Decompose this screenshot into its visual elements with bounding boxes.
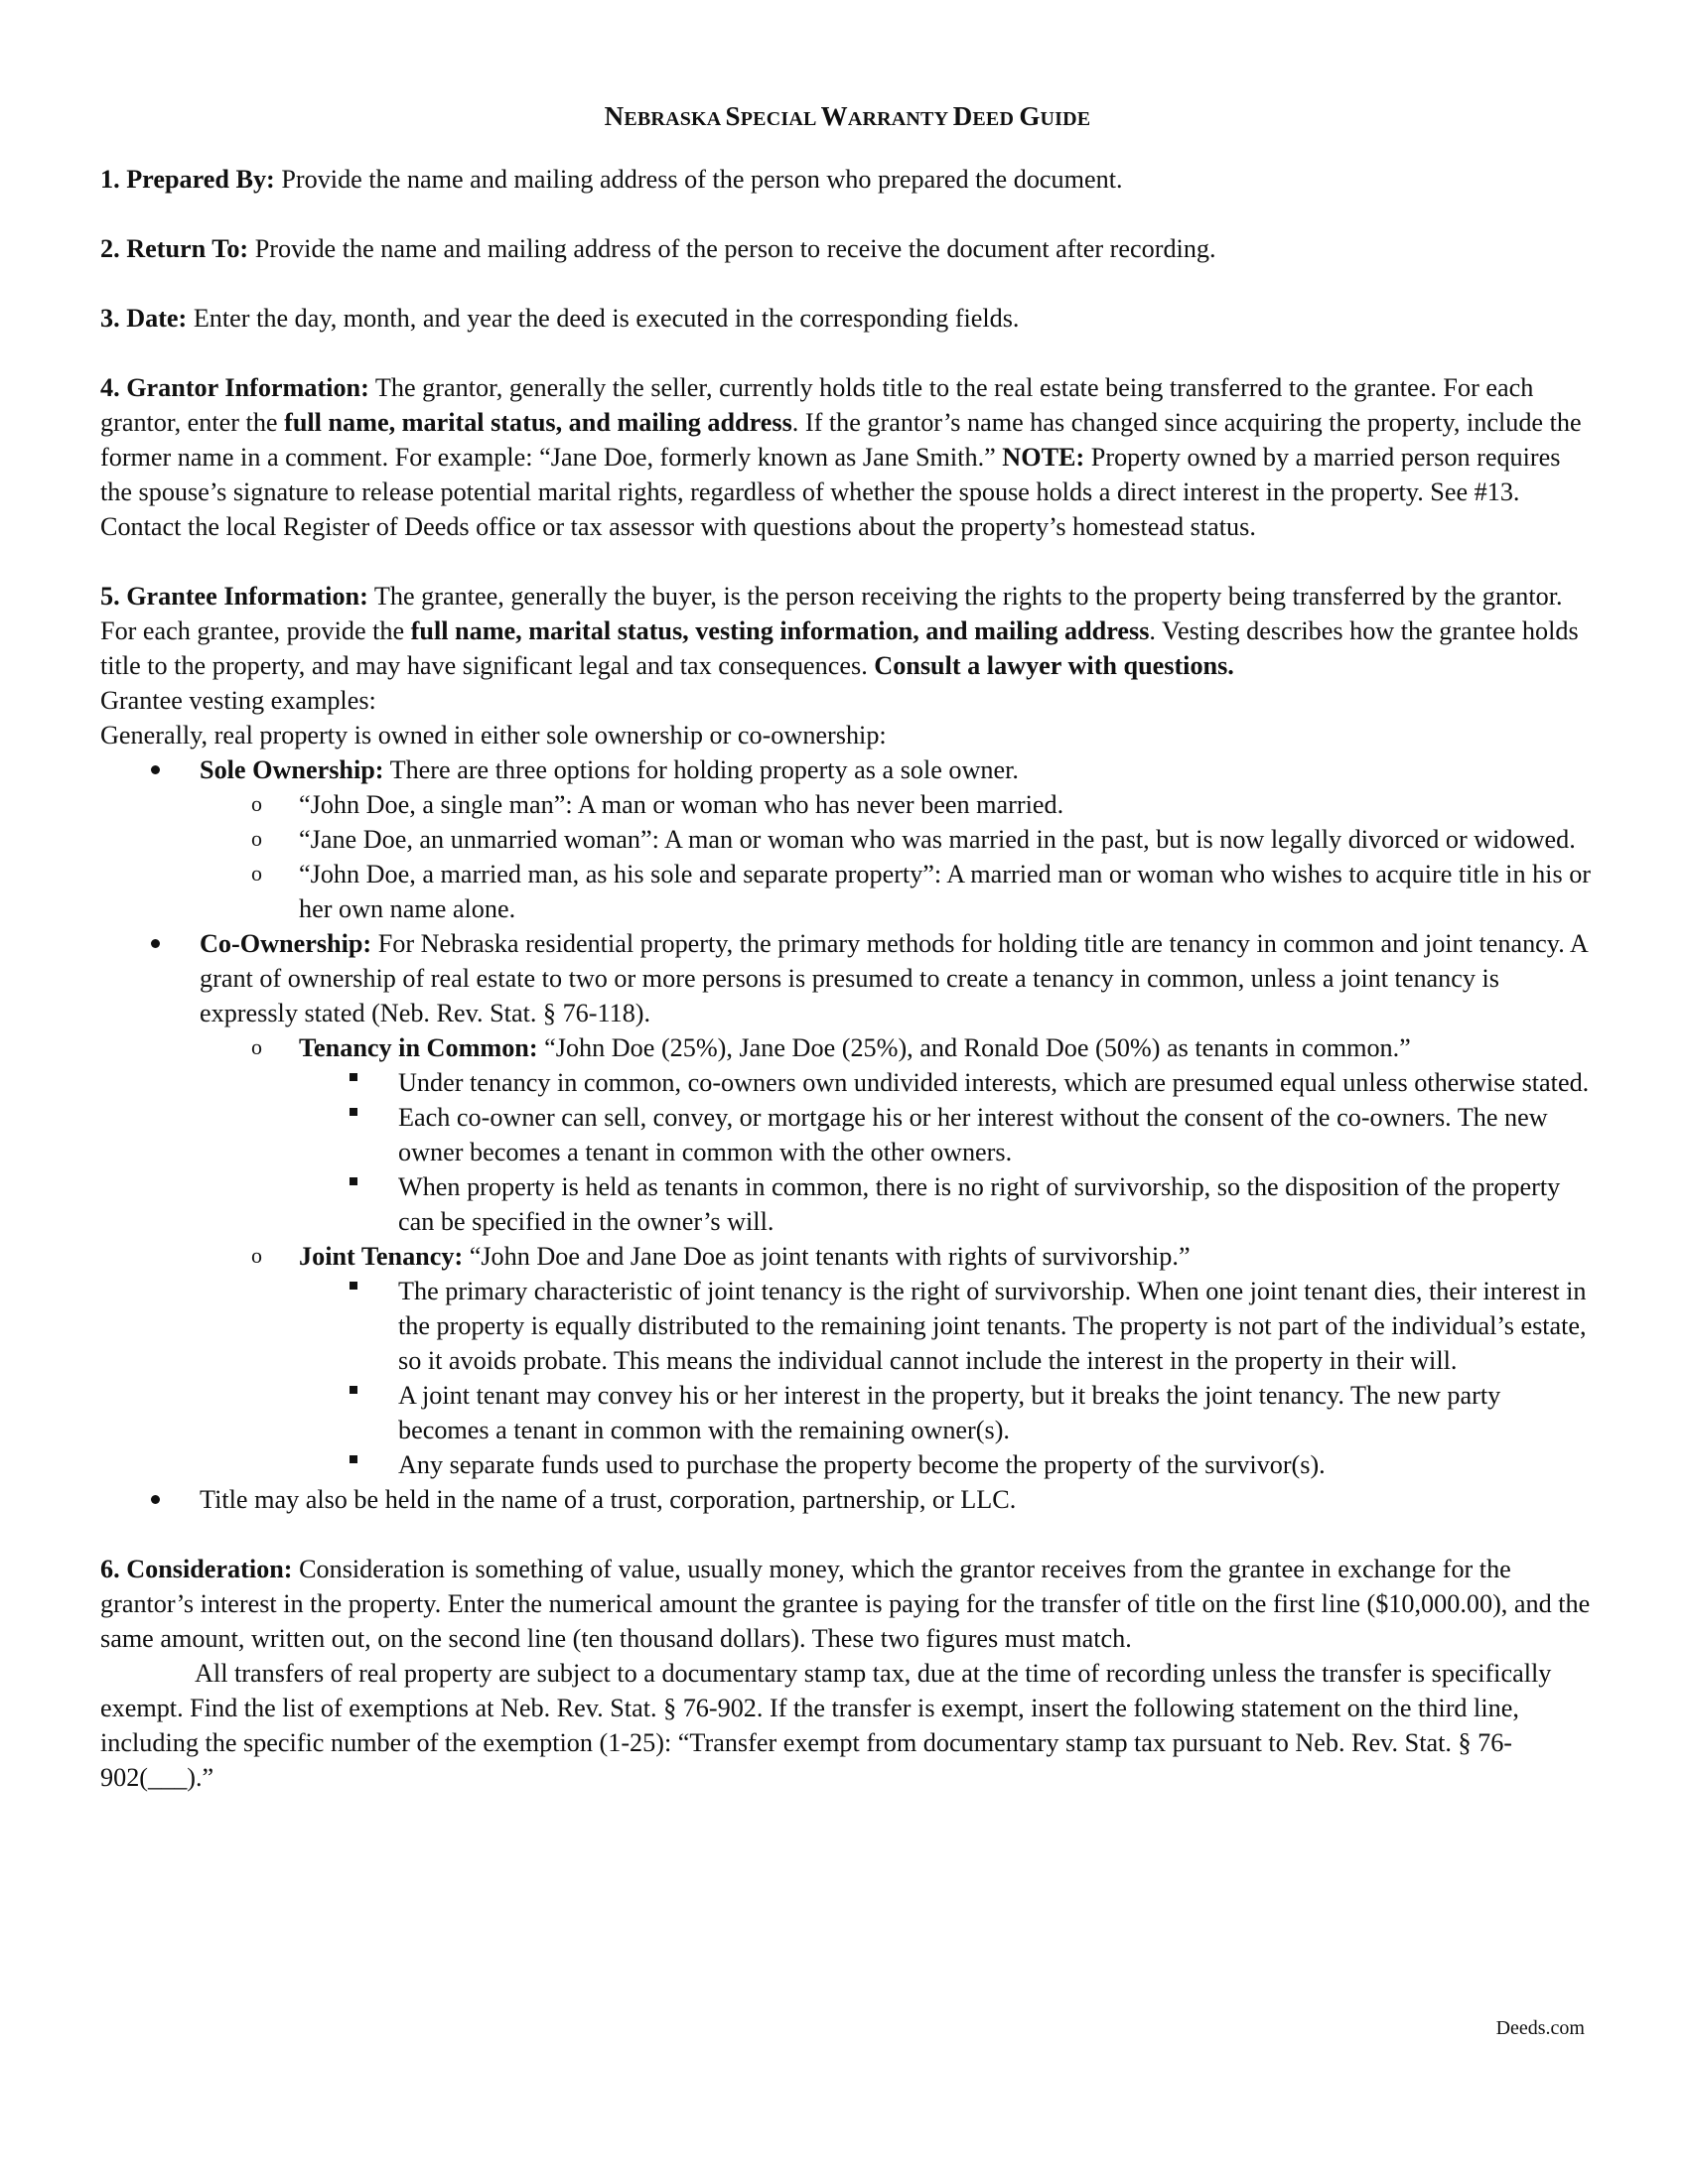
circle-bullet-icon: o	[251, 826, 262, 851]
bullet-icon	[151, 752, 160, 787]
section-consideration: 6. Consideration: Consideration is something of value, usually money, which the grantor receives from the grantee in exchange for the grantor’s interest in the property. Enter the numerical amount the grantee is paying for the transfer of title on the first line ($10,000.00), and the same amount, written out, on the second line (ten thousand dollars). These two figures must match.	[100, 1555, 1591, 1653]
circle-bullet-icon: o	[251, 1243, 262, 1268]
section-grantor-information: 4. Grantor Information: The grantor, generally the seller, currently holds title to the real estate being transferred to the grantee. For each grantor, enter the full name, marital status, and mailing address. If the grantor’s name has changed since acquiring the property, include the former name in a comment. For example: “Jane Doe, formerly known as Jane Smith.” NOTE: Property owned by a married person requires the spouse’s signature to release potential marital rights, regardless of whether the spouse holds a direct interest in the property. See #13. Contact the local Register of Deeds office or tax assessor with questions about the property’s homestead status.	[100, 373, 1582, 541]
square-bullet-icon	[350, 1100, 357, 1135]
section-grantee-information: 5. Grantee Information: The grantee, generally the buyer, is the person receiving the rights to the property being transferred by the grantor. For each grantee, provide the full name, marital status, vesting information, and mailing address. Vesting describes how the grantee holds title to the property, and may have significant legal and tax consequences. Consult a lawyer with questions.	[100, 582, 1579, 680]
stamp-tax-paragraph: All transfers of real property are subject to a documentary stamp tax, due at the time of recording unless the transfer is specifically exempt. Find the list of exemptions at Neb. Rev. Stat. § 76-902. If the transfer is exempt, insert the following statement on the third line, including the specific number of the exemption (1-25): “Transfer exempt from documentary stamp tax pursuant to Neb. Rev. Stat. § 76-902(___).”	[100, 1659, 1552, 1792]
list-item: The primary characteristic of joint tenancy is the right of survivorship. When one joint tenant dies, their interest in the property is equally distributed to the remaining joint tenants. The property is not part of the individual’s estate, so it avoids probate. This means the individual cannot include the interest in the property in their will.	[100, 1274, 1595, 1378]
circle-bullet-icon: o	[251, 861, 262, 886]
section-date: 3. Date: Enter the day, month, and year the deed is executed in the corresponding fields.	[100, 304, 1020, 333]
list-item-sole-ownership: Sole Ownership: There are three options for holding property as a sole owner.	[100, 752, 1595, 787]
section-prepared-by: 1. Prepared By: Provide the name and mailing address of the person who prepared the document.	[100, 165, 1123, 194]
list-item: Any separate funds used to purchase the property become the property of the survivor(s).	[100, 1447, 1595, 1482]
square-bullet-icon	[350, 1378, 357, 1413]
page-title: NEBRASKA SPECIAL WARRANTY DEED GUIDE	[604, 101, 1091, 131]
bullet-icon	[151, 926, 160, 961]
circle-bullet-icon: o	[251, 1034, 262, 1059]
list-item: o “John Doe, a single man”: A man or woman who has never been married.	[100, 787, 1595, 822]
ownership-intro: Generally, real property is owned in either sole ownership or co-ownership:	[100, 721, 887, 750]
section-return-to: 2. Return To: Provide the name and mailing address of the person to receive the document after recording.	[100, 234, 1216, 263]
list-item: When property is held as tenants in common, there is no right of survivorship, so the disposition of the property can be specified in the owner’s will.	[100, 1169, 1595, 1239]
list-item-trust: Title may also be held in the name of a trust, corporation, partnership, or LLC.	[100, 1482, 1595, 1517]
list-item: o “John Doe, a married man, as his sole and separate property”: A married man or woman who wishes to acquire title in his or her own name alone.	[100, 857, 1595, 926]
vesting-heading: Grantee vesting examples:	[100, 686, 376, 715]
list-item-joint-tenancy: o Joint Tenancy: “John Doe and Jane Doe as joint tenants with rights of survivorship.”	[100, 1239, 1595, 1274]
footer-brand: Deeds.com	[1495, 2017, 1585, 2039]
list-item: Each co-owner can sell, convey, or mortgage his or her interest without the consent of the co-owners. The new owner becomes a tenant in common with the other owners.	[100, 1100, 1595, 1169]
square-bullet-icon	[350, 1065, 357, 1100]
ownership-list	[100, 752, 1595, 1517]
list-item: Under tenancy in common, co-owners own undivided interests, which are presumed equal unless otherwise stated.	[100, 1065, 1595, 1100]
list-item-co-ownership: Co-Ownership: For Nebraska residential property, the primary methods for holding title are tenancy in common and joint tenancy. A grant of ownership of real estate to two or more persons is presumed to create a tenancy in common, unless a joint tenancy is expressly stated (Neb. Rev. Stat. § 76-118).	[100, 926, 1595, 1030]
circle-bullet-icon: o	[251, 791, 262, 816]
square-bullet-icon	[350, 1447, 357, 1482]
list-item-tenancy-in-common: o Tenancy in Common: “John Doe (25%), Jane Doe (25%), and Ronald Doe (50%) as tenants in common.”	[100, 1030, 1595, 1065]
square-bullet-icon	[350, 1274, 357, 1308]
square-bullet-icon	[350, 1169, 357, 1204]
bullet-icon	[151, 1482, 160, 1517]
list-item: A joint tenant may convey his or her interest in the property, but it breaks the joint tenancy. The new party becomes a tenant in common with the remaining owner(s).	[100, 1378, 1595, 1447]
document-page	[100, 99, 1595, 1795]
list-item: o “Jane Doe, an unmarried woman”: A man or woman who was married in the past, but is now legally divorced or widowed.	[100, 822, 1595, 857]
